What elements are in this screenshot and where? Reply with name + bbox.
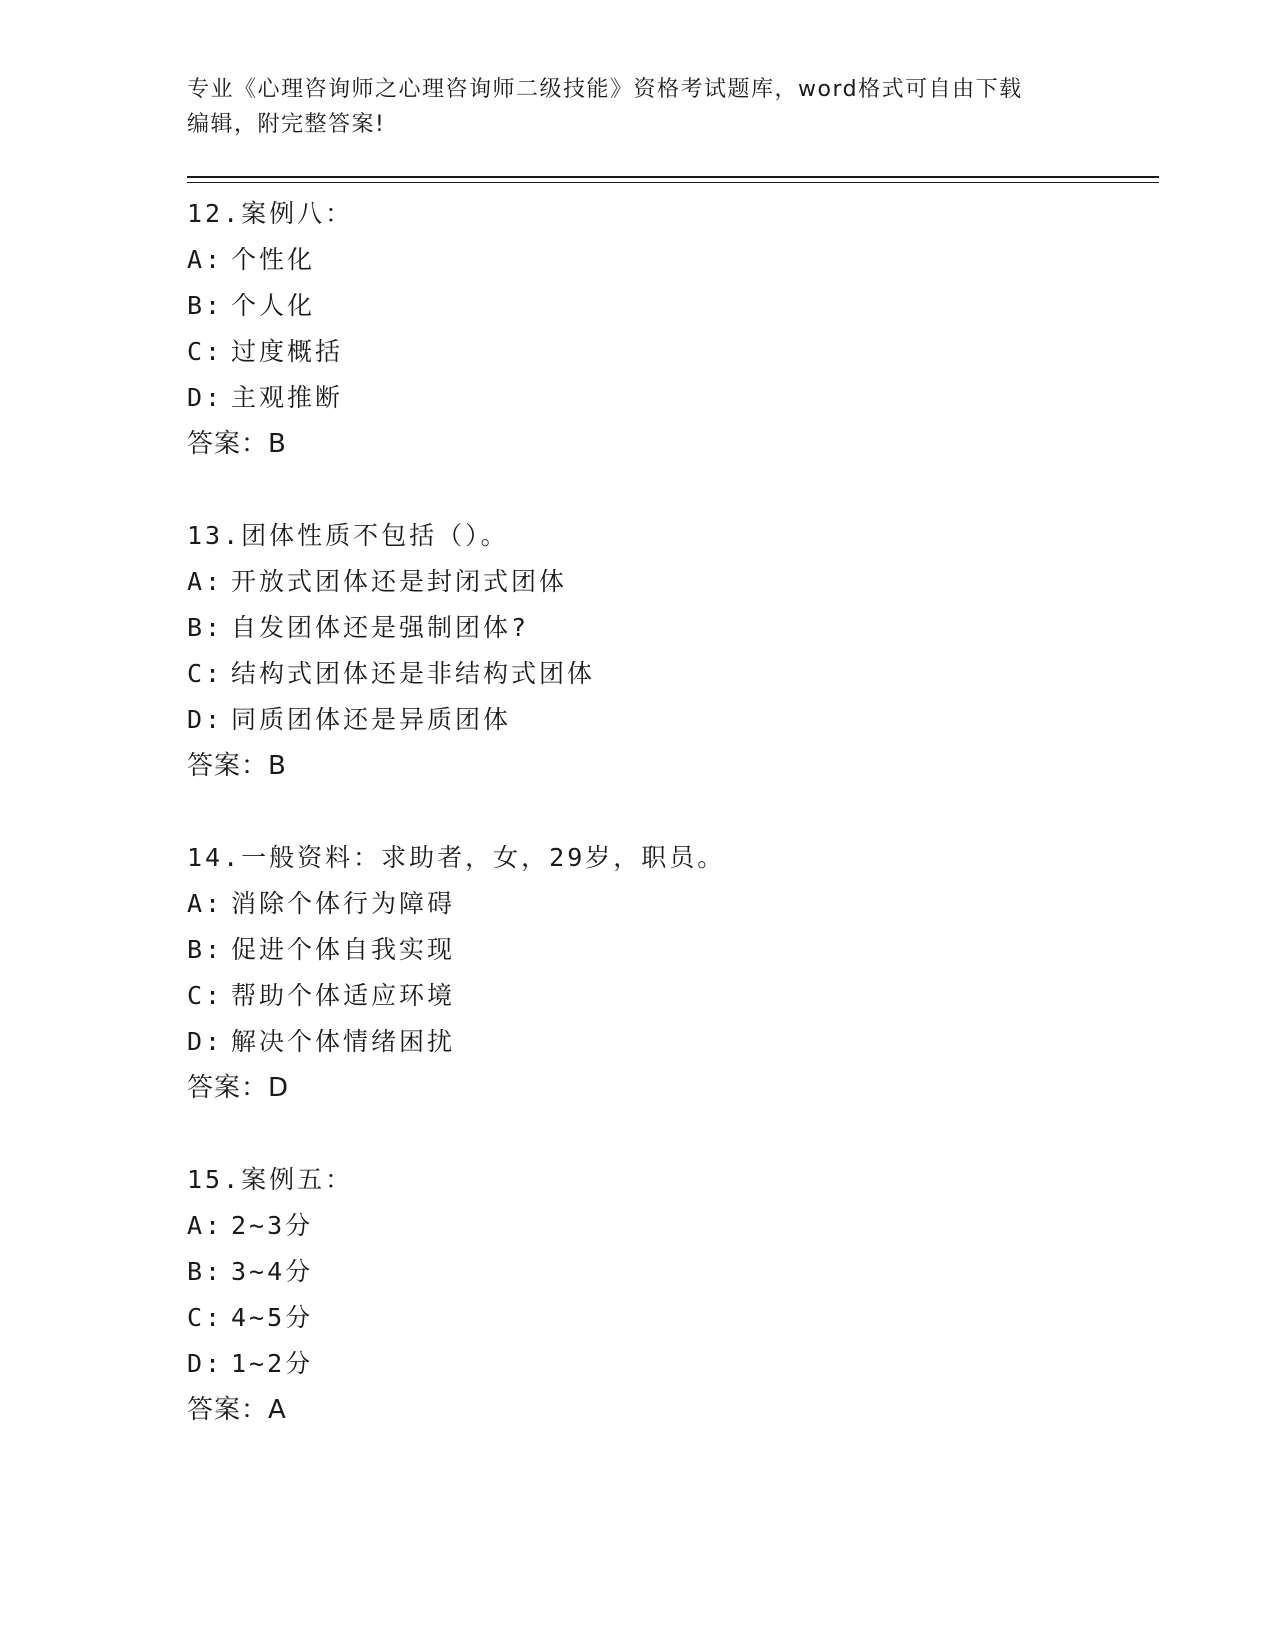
option-letter: C: <box>187 659 224 688</box>
option-text: 解决个体情绪困扰 <box>231 1027 456 1056</box>
option-text: 同质团体还是异质团体 <box>231 705 512 734</box>
option-c <box>187 1295 1147 1341</box>
option-text: 个性化 <box>231 245 316 274</box>
option-letter: A: <box>187 245 224 274</box>
option-letter: B: <box>187 291 224 320</box>
question-stem: 12.案例八： <box>187 199 354 228</box>
option-text: 帮助个体适应环境 <box>231 981 456 1010</box>
option-letter: B: <box>187 613 224 642</box>
option-b <box>187 1249 1147 1295</box>
header-divider-thick <box>187 176 1159 178</box>
option-letter: C: <box>187 981 224 1010</box>
question-stem: 14.一般资料：求助者，女，29岁，职员。 <box>187 843 726 872</box>
option-text: 自发团体还是强制团体? <box>231 613 530 642</box>
option-letter: A: <box>187 1211 224 1240</box>
option-text: 过度概括 <box>231 337 344 366</box>
option-text: 2~3分 <box>231 1211 314 1240</box>
option-d <box>187 697 1147 743</box>
option-b <box>187 605 1147 651</box>
option-letter: A: <box>187 567 224 596</box>
option-text: 结构式团体还是非结构式团体 <box>231 659 596 688</box>
answer-line: 答案：D <box>187 1073 290 1103</box>
option-letter: D: <box>187 1027 224 1056</box>
option-c <box>187 973 1147 1019</box>
question-15 <box>187 1157 1147 1433</box>
option-c <box>187 651 1147 697</box>
question-12 <box>187 191 1147 467</box>
option-a <box>187 237 1147 283</box>
option-letter: B: <box>187 1257 224 1286</box>
option-text: 促进个体自我实现 <box>231 935 456 964</box>
answer-line: 答案：B <box>187 429 287 459</box>
option-b <box>187 927 1147 973</box>
option-text: 4~5分 <box>231 1303 314 1332</box>
option-text: 1~2分 <box>231 1349 314 1378</box>
document-header <box>187 72 1087 142</box>
option-d <box>187 1341 1147 1387</box>
option-letter: D: <box>187 383 224 412</box>
option-letter: A: <box>187 889 224 918</box>
question-13 <box>187 513 1147 789</box>
answer-line: 答案：A <box>187 1395 287 1425</box>
option-letter: D: <box>187 705 224 734</box>
option-b <box>187 283 1147 329</box>
answer-line: 答案：B <box>187 751 287 781</box>
option-a <box>187 881 1147 927</box>
question-stem: 15.案例五： <box>187 1165 354 1194</box>
header-divider-thin <box>187 182 1159 183</box>
option-text: 个人化 <box>231 291 316 320</box>
option-a <box>187 559 1147 605</box>
option-text: 主观推断 <box>231 383 344 412</box>
header-line-1: 专业《心理咨询师之心理咨询师二级技能》资格考试题库，word格式可自由下载 <box>187 77 1023 102</box>
option-letter: C: <box>187 337 224 366</box>
option-text: 消除个体行为障碍 <box>231 889 456 918</box>
option-d <box>187 1019 1147 1065</box>
option-letter: B: <box>187 935 224 964</box>
option-text: 3~4分 <box>231 1257 314 1286</box>
option-text: 开放式团体还是封闭式团体 <box>231 567 568 596</box>
question-14 <box>187 835 1147 1111</box>
option-letter: C: <box>187 1303 224 1332</box>
header-line-2: 编辑，附完整答案! <box>187 112 386 137</box>
option-a <box>187 1203 1147 1249</box>
question-list <box>187 191 1147 1479</box>
option-letter: D: <box>187 1349 224 1378</box>
question-stem: 13.团体性质不包括（）。 <box>187 521 509 550</box>
option-d <box>187 375 1147 421</box>
option-c <box>187 329 1147 375</box>
